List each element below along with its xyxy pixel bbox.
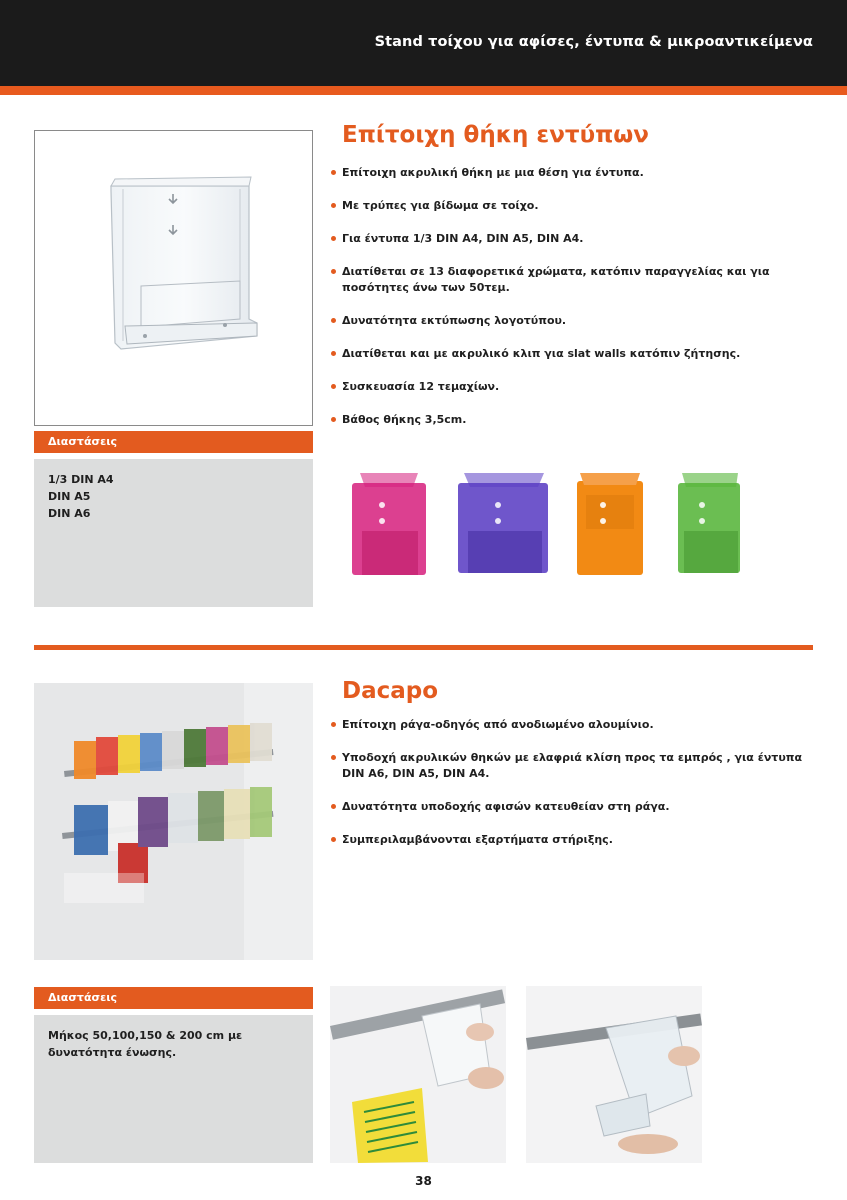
product-image-frame (34, 130, 313, 426)
feature-item: Δυνατότητα εκτύπωσης λογοτύπου. (330, 313, 820, 329)
color-holder-orange (577, 473, 643, 575)
feature-item: Δυνατότητα υποδοχής αφισών κατευθείαν στη ράγα. (330, 799, 820, 815)
section-divider (34, 645, 813, 650)
header-accent-stripe (0, 86, 847, 95)
feature-item: Με τρύπες για βίδωμα σε τοίχο. (330, 198, 820, 214)
color-variants-image (340, 465, 740, 585)
dimensions-box (34, 459, 313, 607)
feature-item: Διατίθεται και με ακρυλικό κλιπ για slat walls κατόπιν ζήτησης. (330, 346, 820, 362)
feature-item: Για έντυπα 1/3 DIN A4, DIN A5, DIN A4. (330, 231, 820, 247)
dimension-line: DIN A5 (48, 490, 91, 503)
page-number: 38 (415, 1174, 432, 1188)
section-title-wall-holder: Επίτοιχη θήκη εντύπων (342, 122, 649, 148)
color-holder-magenta (352, 473, 426, 575)
feature-item: Επίτοιχη ράγα-οδηγός από ανοδιωμένο αλουμίνιο. (330, 717, 820, 733)
header-title: Stand τοίχου για αφίσες, έντυπα & μικροαντικείμενα (374, 34, 813, 50)
section-title-dacapo: Dacapo (342, 678, 439, 704)
feature-item: Υποδοχή ακρυλικών θηκών με ελαφριά κλίση προς τα εμπρός , για έντυπα DIN A6, DIN A5, DIN A4. (330, 750, 820, 782)
acrylic-holder-image (35, 131, 312, 425)
feature-item: Επίτοιχη ακρυλική θήκη με μια θέση για έντυπα. (330, 165, 820, 181)
dimension-line: DIN A6 (48, 507, 91, 520)
page-header (0, 0, 847, 86)
feature-item: Διατίθεται σε 13 διαφορετικά χρώματα, κατόπιν παραγγελίας και για ποσότητες άνω των 50τεμ. (330, 264, 820, 296)
dimension-line: 1/3 DIN A4 (48, 473, 114, 486)
dacapo-rail-photo (34, 683, 313, 960)
feature-item: Συσκευασία 12 τεμαχίων. (330, 379, 820, 395)
color-holder-green (678, 473, 740, 573)
dimensions-box (34, 1015, 313, 1163)
dimensions-label-bar: Διαστάσεις (34, 431, 313, 453)
dimension-text: Μήκος 50,100,150 & 200 cm με δυνατότητα ένωσης. (48, 1029, 243, 1059)
poster-on-rail-photo (330, 986, 506, 1163)
feature-list-dacapo (330, 717, 820, 848)
feature-item: Συμπεριλαμβάνονται εξαρτήματα στήριξης. (330, 832, 820, 848)
feature-list-wall-holder (330, 165, 820, 428)
acrylic-holder-on-rail-photo (526, 986, 702, 1163)
color-holder-purple (458, 473, 548, 573)
feature-item: Βάθος θήκης 3,5cm. (330, 412, 820, 428)
dimensions-label-bar: Διαστάσεις (34, 987, 313, 1009)
